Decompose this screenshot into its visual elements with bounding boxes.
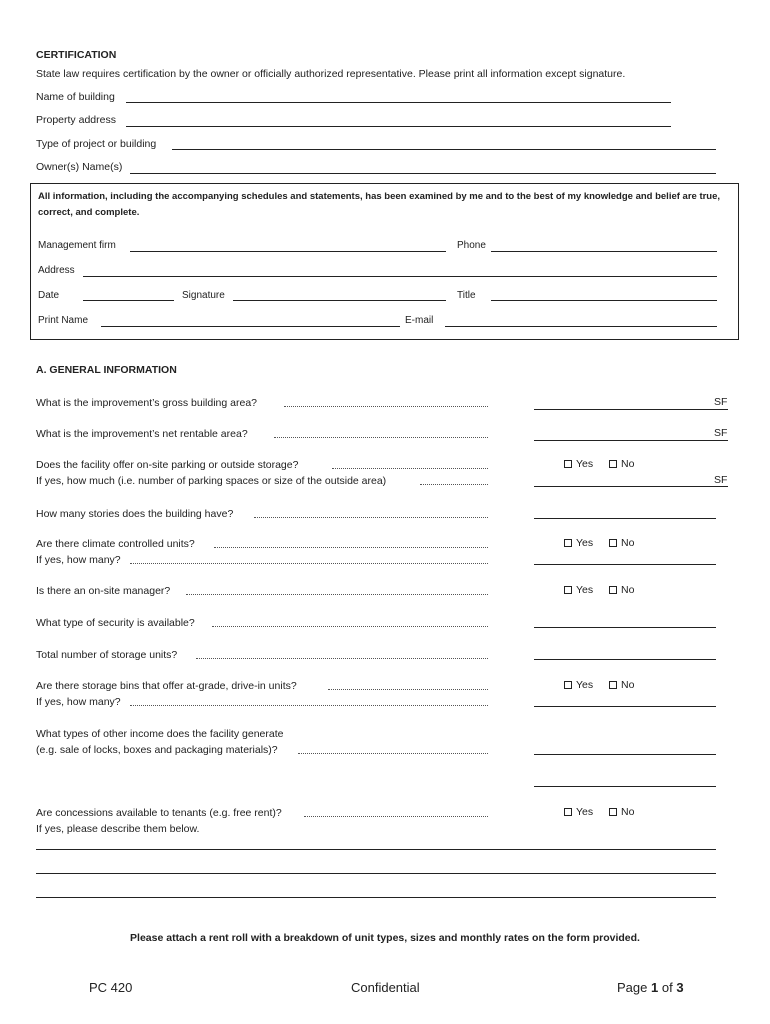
other-income-field-1[interactable] [534, 754, 716, 755]
title-label: Title [457, 290, 476, 301]
signature-label: Signature [182, 290, 225, 301]
form-id: PC 420 [89, 980, 133, 995]
property-address-field[interactable] [126, 126, 671, 127]
q-concessions-describe: If yes, please describe them below. [36, 823, 200, 835]
confidential-label: Confidential [351, 980, 420, 995]
leader-dots [254, 517, 488, 518]
owners-name-field[interactable] [130, 173, 716, 174]
q-gross-area: What is the improvement’s gross building area? [36, 397, 257, 409]
leader-dots [186, 594, 488, 595]
q-climate: Are there climate controlled units? [36, 538, 195, 550]
email-field[interactable] [445, 326, 717, 327]
concessions-line-3[interactable] [36, 897, 716, 898]
parking-amount-field[interactable] [534, 486, 728, 487]
rent-roll-note: Please attach a rent roll with a breakdown of unit types, sizes and monthly rates on the form provided. [130, 932, 640, 944]
manager-no-checkbox[interactable]: No [609, 584, 634, 596]
parking-no-checkbox[interactable]: No [609, 458, 634, 470]
checkbox-icon [609, 539, 617, 547]
certification-heading: CERTIFICATION [36, 49, 117, 61]
certification-statement: All information, including the accompanying schedules and statements, has been examined by me and to the best of my knowledge and belief are true, correct, and complete. [38, 191, 721, 218]
type-of-building-field[interactable] [172, 149, 716, 150]
q-concessions: Are concessions available to tenants (e.g. free rent)? [36, 807, 282, 819]
q-bins: Are there storage bins that offer at-grade, drive-in units? [36, 680, 297, 692]
concessions-line-1[interactable] [36, 849, 716, 850]
q-security: What type of security is available? [36, 617, 195, 629]
q-other-income: What types of other income does the facility generate [36, 728, 284, 740]
leader-dots [130, 563, 488, 564]
management-firm-field[interactable] [130, 251, 446, 252]
concessions-yes-checkbox[interactable]: Yes [564, 806, 593, 818]
parking-yes-checkbox[interactable]: Yes [564, 458, 593, 470]
q-manager: Is there an on-site manager? [36, 585, 171, 597]
storage-units-field[interactable] [534, 659, 716, 660]
leader-dots [196, 658, 488, 659]
concessions-line-2[interactable] [36, 873, 716, 874]
manager-yes-checkbox[interactable]: Yes [564, 584, 593, 596]
bins-yes-checkbox[interactable]: Yes [564, 679, 593, 691]
concessions-no-checkbox[interactable]: No [609, 806, 634, 818]
phone-label: Phone [457, 240, 486, 251]
checkbox-icon [564, 539, 572, 547]
gross-area-field[interactable] [534, 409, 728, 410]
checkbox-icon [564, 586, 572, 594]
leader-dots [304, 816, 488, 817]
phone-field[interactable] [491, 251, 717, 252]
leader-dots [420, 484, 488, 485]
checkbox-icon [609, 586, 617, 594]
signature-field[interactable] [233, 300, 446, 301]
q-bins-how-many: If yes, how many? [36, 696, 121, 708]
certification-intro: State law requires certification by the owner or officially authorized representative. Please print all information except signature. [36, 68, 626, 80]
checkbox-icon [609, 808, 617, 816]
email-label: E-mail [405, 315, 434, 326]
checkbox-icon [609, 681, 617, 689]
q-stories: How many stories does the building have? [36, 508, 234, 520]
leader-dots [274, 437, 488, 438]
leader-dots [130, 705, 488, 706]
management-firm-label: Management firm [38, 240, 116, 251]
owners-name-label: Owner(s) Name(s) [36, 161, 123, 173]
name-of-building-label: Name of building [36, 91, 115, 103]
leader-dots [298, 753, 488, 754]
leader-dots [332, 468, 488, 469]
bins-no-checkbox[interactable]: No [609, 679, 634, 691]
checkbox-icon [564, 460, 572, 468]
climate-no-checkbox[interactable]: No [609, 537, 634, 549]
type-of-building-label: Type of project or building [36, 138, 157, 150]
bins-count-field[interactable] [534, 706, 716, 707]
leader-dots [212, 626, 488, 627]
leader-dots [284, 406, 488, 407]
print-name-field[interactable] [101, 326, 400, 327]
leader-dots [214, 547, 488, 548]
sf-unit: SF [714, 427, 728, 439]
q-parking-how-much: If yes, how much (i.e. number of parking spaces or size of the outside area) [36, 475, 387, 487]
stories-field[interactable] [534, 518, 716, 519]
other-income-field-2[interactable] [534, 786, 716, 787]
q-storage-units: Total number of storage units? [36, 649, 178, 661]
address-label: Address [38, 265, 75, 276]
checkbox-icon [564, 808, 572, 816]
address-field[interactable] [83, 276, 717, 277]
net-area-field[interactable] [534, 440, 728, 441]
q-other-income-eg: (e.g. sale of locks, boxes and packaging materials)? [36, 744, 278, 756]
date-label: Date [38, 290, 60, 301]
checkbox-icon [564, 681, 572, 689]
print-name-label: Print Name [38, 315, 89, 326]
sf-unit: SF [714, 474, 728, 486]
q-climate-how-many: If yes, how many? [36, 554, 121, 566]
page-number: Page 1 of 3 [617, 980, 684, 995]
q-parking: Does the facility offer on-site parking or outside storage? [36, 459, 299, 471]
general-info-heading: A. GENERAL INFORMATION [36, 364, 177, 376]
checkbox-icon [609, 460, 617, 468]
climate-yes-checkbox[interactable]: Yes [564, 537, 593, 549]
security-field[interactable] [534, 627, 716, 628]
name-of-building-field[interactable] [126, 102, 671, 103]
date-field[interactable] [83, 300, 174, 301]
property-address-label: Property address [36, 114, 116, 126]
q-net-area: What is the improvement’s net rentable area? [36, 428, 248, 440]
climate-count-field[interactable] [534, 564, 716, 565]
title-field[interactable] [491, 300, 717, 301]
leader-dots [328, 689, 488, 690]
sf-unit: SF [714, 396, 728, 408]
